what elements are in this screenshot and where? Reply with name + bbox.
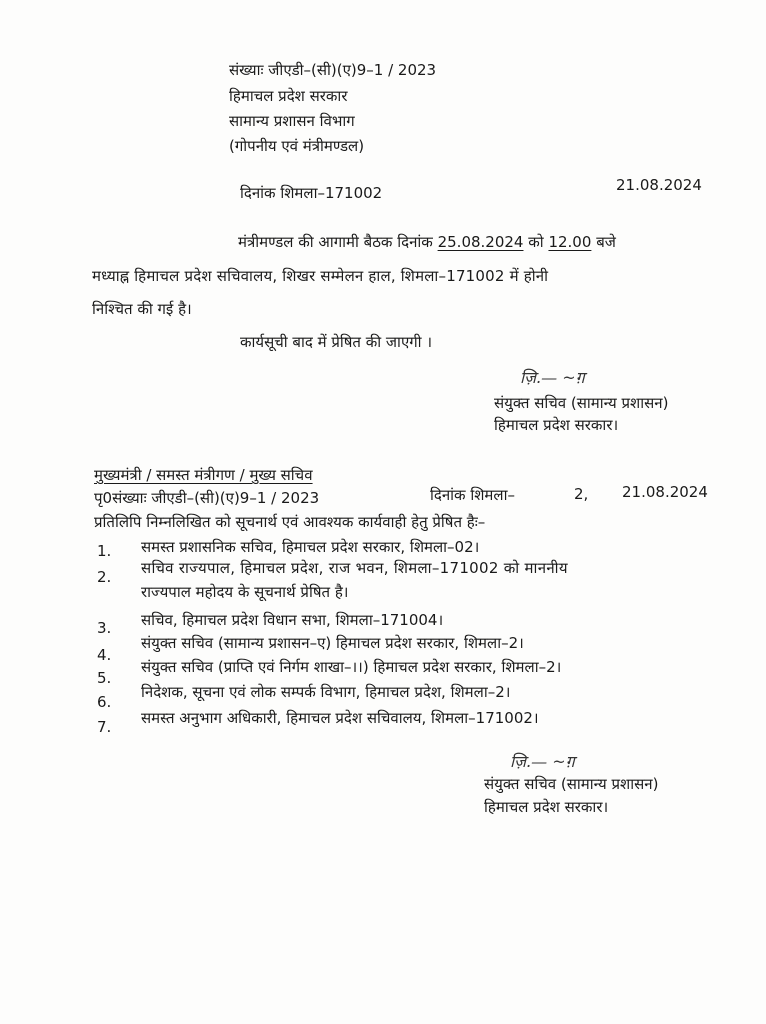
body-line-1-end: बजे <box>596 233 616 251</box>
list-item: समस्त प्रशासनिक सचिव, हिमाचल प्रदेश सरकार, शिमला–02। <box>141 538 480 556</box>
endorsement-date: 21.08.2024 <box>622 483 708 501</box>
place-line: दिनांक शिमला–171002 <box>240 184 383 202</box>
list-item-continuation: राज्यपाल महोदय के सूचनार्थ प्रेषित है। <box>141 583 349 601</box>
body-line-1-text: मंत्रीमण्डल की आगामी बैठक दिनांक <box>238 233 433 251</box>
reference-number: संख्याः जीएडी–(सी)(ए)9–1 / 2023 <box>229 61 437 79</box>
list-item: सचिव, हिमाचल प्रदेश विधान सभा, शिमला–171004। <box>141 611 444 629</box>
meeting-time: 12.00 <box>548 233 592 251</box>
list-number: 7. <box>97 718 112 736</box>
list-number: 6. <box>97 693 112 711</box>
signatory-designation: संयुक्त सचिव (सामान्य प्रशासन) <box>484 775 659 793</box>
list-item: संयुक्त सचिव (प्राप्ति एवं निर्गम शाखा–।।) हिमाचल प्रदेश सरकार, शिमला–2। <box>141 658 562 676</box>
meeting-date: 25.08.2024 <box>437 233 524 251</box>
endorsement-number: पृ0संख्याः जीएडी–(सी)(ए)9–1 / 2023 <box>94 489 320 507</box>
body-line-4: कार्यसूची बाद में प्रेषित की जाएगी । <box>240 333 433 351</box>
body-line-1 <box>238 232 616 252</box>
list-item: संयुक्त सचिव (सामान्य प्रशासन–ए) हिमाचल प्रदेश सरकार, शिमला–2। <box>141 634 524 652</box>
letter-date: 21.08.2024 <box>616 176 702 194</box>
signatory-government: हिमाचल प्रदेश सरकार। <box>494 416 619 434</box>
list-number: 1. <box>97 542 112 560</box>
endorsement-day: 2, <box>574 485 589 503</box>
signature-scribble: ज़ि.— ~ग़ <box>510 752 575 771</box>
list-item: निदेशक, सूचना एवं लोक सम्पर्क विभाग, हिमाचल प्रदेश, शिमला–2। <box>141 683 511 701</box>
signatory-designation: संयुक्त सचिव (सामान्य प्रशासन) <box>494 394 669 412</box>
list-item: समस्त अनुभाग अधिकारी, हिमाचल प्रदेश सचिवालय, शिमला–171002। <box>141 709 539 727</box>
endorsement-place: दिनांक शिमला– <box>430 486 515 504</box>
list-number: 5. <box>97 669 112 687</box>
body-line-1-connector: को <box>528 233 544 251</box>
department-name: सामान्य प्रशासन विभाग <box>229 112 355 130</box>
list-number: 4. <box>97 646 112 664</box>
list-number: 2. <box>97 568 112 586</box>
list-item: सचिव राज्यपाल, हिमाचल प्रदेश, राज भवन, शिमला–171002 को माननीय <box>141 559 568 577</box>
distribution-intro: प्रतिलिपि निम्नलिखित को सूचनार्थ एवं आवश्यक कार्यवाही हेतु प्रेषित हैः– <box>94 513 486 531</box>
body-line-2: मध्याह्न हिमाचल प्रदेश सचिवालय, शिखर सम्मेलन हाल, शिमला–171002 में होनी <box>92 267 549 285</box>
body-line-3: निश्चित की गई है। <box>92 300 192 318</box>
section-name: (गोपनीय एवं मंत्रीमण्डल) <box>229 137 365 155</box>
list-number: 3. <box>97 619 112 637</box>
government-name: हिमाचल प्रदेश सरकार <box>229 87 348 105</box>
signature-scribble: ज़ि.— ~ग़ <box>520 368 585 387</box>
addressee-line: मुख्यमंत्री / समस्त मंत्रीगण / मुख्य सचिव <box>94 466 313 484</box>
signatory-government: हिमाचल प्रदेश सरकार। <box>484 798 609 816</box>
